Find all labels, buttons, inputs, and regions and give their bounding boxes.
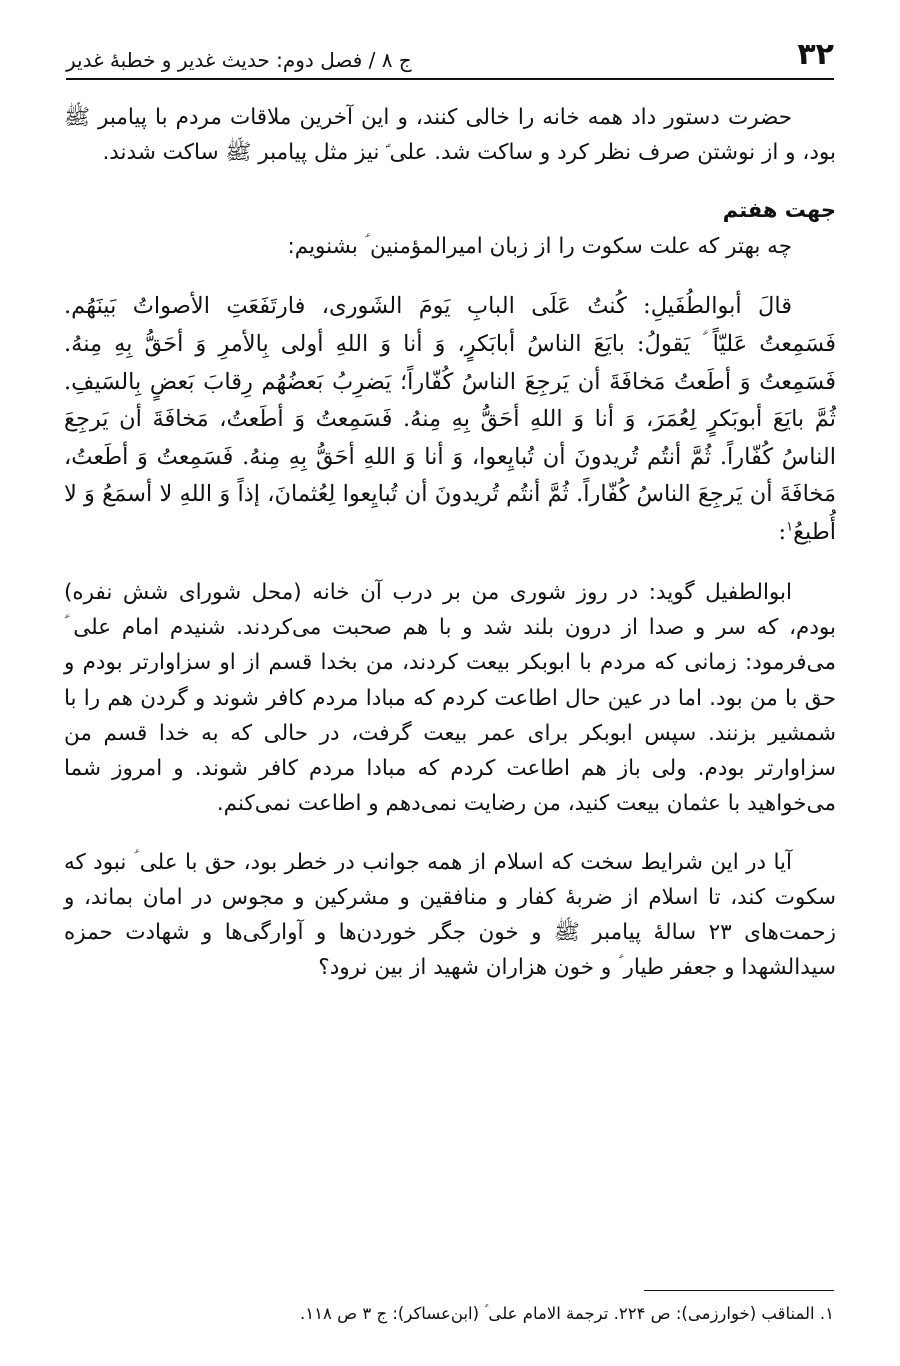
footnote: ۱. المناقب (خوارزمی): ص ۲۲۴. ترجمة الامام علی ؑ (ابن‌عساکر): ج ۳ ص ۱۱۸.: [300, 1304, 834, 1323]
paragraph-translation: ابوالطفیل گوید: در روز شوری من بر درب آن خانه (محل شورای شش نفره) بودم، که سر و صدا از درون بلند شد و با هم صحبت می‌کردند. شنیدم امام علی ؑ می‌فرمود: زمانی که مردم با ابوبکر بیعت کردند، من بخدا قسم از او سزاوارتر بودم و حق با من بود. اما در عین حال اطاعت کردم که مبادا مردم کافر شوند و گردن هم را با شمشیر بزنند. سپس ابوبکر برای عمر بیعت گرفت، در حالی که به خدا قسم من سزاوارتر بودم. ولی باز هم اطاعت کردم که مبادا مردم کافر شوند. و امروز شما می‌خواهید با عثمان بیعت کنید، من رضایت نمی‌دهم و اطاعت نمی‌کنم.: [64, 580, 836, 816]
page-number: ۳۲: [797, 37, 834, 72]
running-head: ج ۸ / فصل دوم: حدیث غدیر و خطبۀ غدیر: [66, 48, 412, 72]
paragraph-lead-in: چه بهتر که علت سکوت را از زبان امیرالمؤمنین ؑ بشنویم:: [287, 234, 792, 260]
paragraph-intro: حضرت دستور داد همه خانه را خالی کنند، و این آخرین ملاقات مردم با پیامبر ﷺ بود، و از نوشتن صرف نظر کرد و ساکت شد. علی ؑ نیز مثل پیامبر ﷺ ساکت شدند.: [64, 105, 836, 166]
page-body: [64, 100, 836, 985]
arabic-quote-text: قالَ أبوالطُفَیلِ: کُنتُ عَلَی البابِ یَومَ الشَوری، فارتَفَعَتِ الأصواتُ بَینَهُم. فَسَمِعتُ عَلیّاً ؑ یَقولُ: بایَعَ الناسُ أبابَکرٍ، وَ أنا وَ اللهِ أولی بِالأمرِ وَ أحَقُّ بِهِ مِنهُ. فَسَمِعتُ وَ أطَعتُ مَخافَةَ أن یَرجِعَ الناسُ کُفّاراً؛ یَضرِبُ بَعضُهُم رِقابَ بَعضٍ بِالسَیفِ. ثُمَّ بایَعَ أبوبَکرٍ لِعُمَرَ، وَ أنا وَ اللهِ أحَقُّ بِهِ مِنهُ. فَسَمِعتُ وَ أطَعتُ، مَخافَةَ أن یَرجِعَ الناسُ کُفّاراً. ثُمَّ أنتُم تُریدونَ أن تُبایِعوا، وَ أنا وَ اللهِ أحَقُّ بِهِ مِنهُ. فَسَمِعتُ وَ أطَعتُ، مَخافَةَ أن یَرجِعَ الناسُ کُفّاراً. ثُمَّ أنتُم تُریدونَ أن تُبایِعوا لِعُثمانَ، إذاً وَ اللهِ لا أسمَعُ وَ لا أُطیعُ: [64, 293, 836, 545]
section-heading: جهت هفتم: [722, 198, 836, 223]
arabic-quotation: قالَ أبوالطُفَیلِ: کُنتُ عَلَی البابِ یَومَ الشَوری، فارتَفَعَتِ الأصواتُ بَینَهُم. فَسَمِعتُ عَلیّاً ؑ یَقولُ: بایَعَ الناسُ أبابَکرٍ، وَ أنا وَ اللهِ أولی بِالأمرِ وَ أحَقُّ بِهِ مِنهُ. فَسَمِعتُ وَ أطَعتُ مَخافَةَ أن یَرجِعَ الناسُ کُفّاراً؛ یَضرِبُ بَعضُهُم رِقابَ بَعضٍ بِالسَیفِ. ثُمَّ بایَعَ أبوبَکرٍ لِعُمَرَ، وَ أنا وَ اللهِ أحَقُّ بِهِ مِنهُ. فَسَمِعتُ وَ أطَعتُ، مَخافَةَ أن یَرجِعَ الناسُ کُفّاراً. ثُمَّ أنتُم تُریدونَ أن تُبایِعوا، وَ أنا وَ اللهِ أحَقُّ بِهِ مِنهُ. فَسَمِعتُ وَ أطَعتُ، مَخافَةَ أن یَرجِعَ الناسُ کُفّاراً. ثُمَّ أنتُم تُریدونَ أن تُبایِعوا لِعُثمانَ، إذاً وَ اللهِ لا أسمَعُ وَ لا أُطیعُ$^۱$:: [64, 293, 836, 545]
footnote-reference[interactable]: ۱: [786, 519, 794, 535]
paragraph-closing: آیا در این شرایط سخت که اسلام از همه جوانب در خطر بود، حق با علی ؑ نبود که سکوت کند، تا اسلام از ضربۀ کفار و منافقین و مشرکین و مجوس در امان بماند، و زحمت‌های ۲۳ سالۀ پیامبر ﷺ و خون جگر خوردن‌ها و آوارگی‌ها و شهادت حمزه سیدالشهدا و جعفر طیار ؑ و خون هزاران شهید از بین نرود؟: [64, 849, 836, 980]
page-header: [66, 26, 834, 80]
footnote-divider: [644, 1290, 834, 1291]
